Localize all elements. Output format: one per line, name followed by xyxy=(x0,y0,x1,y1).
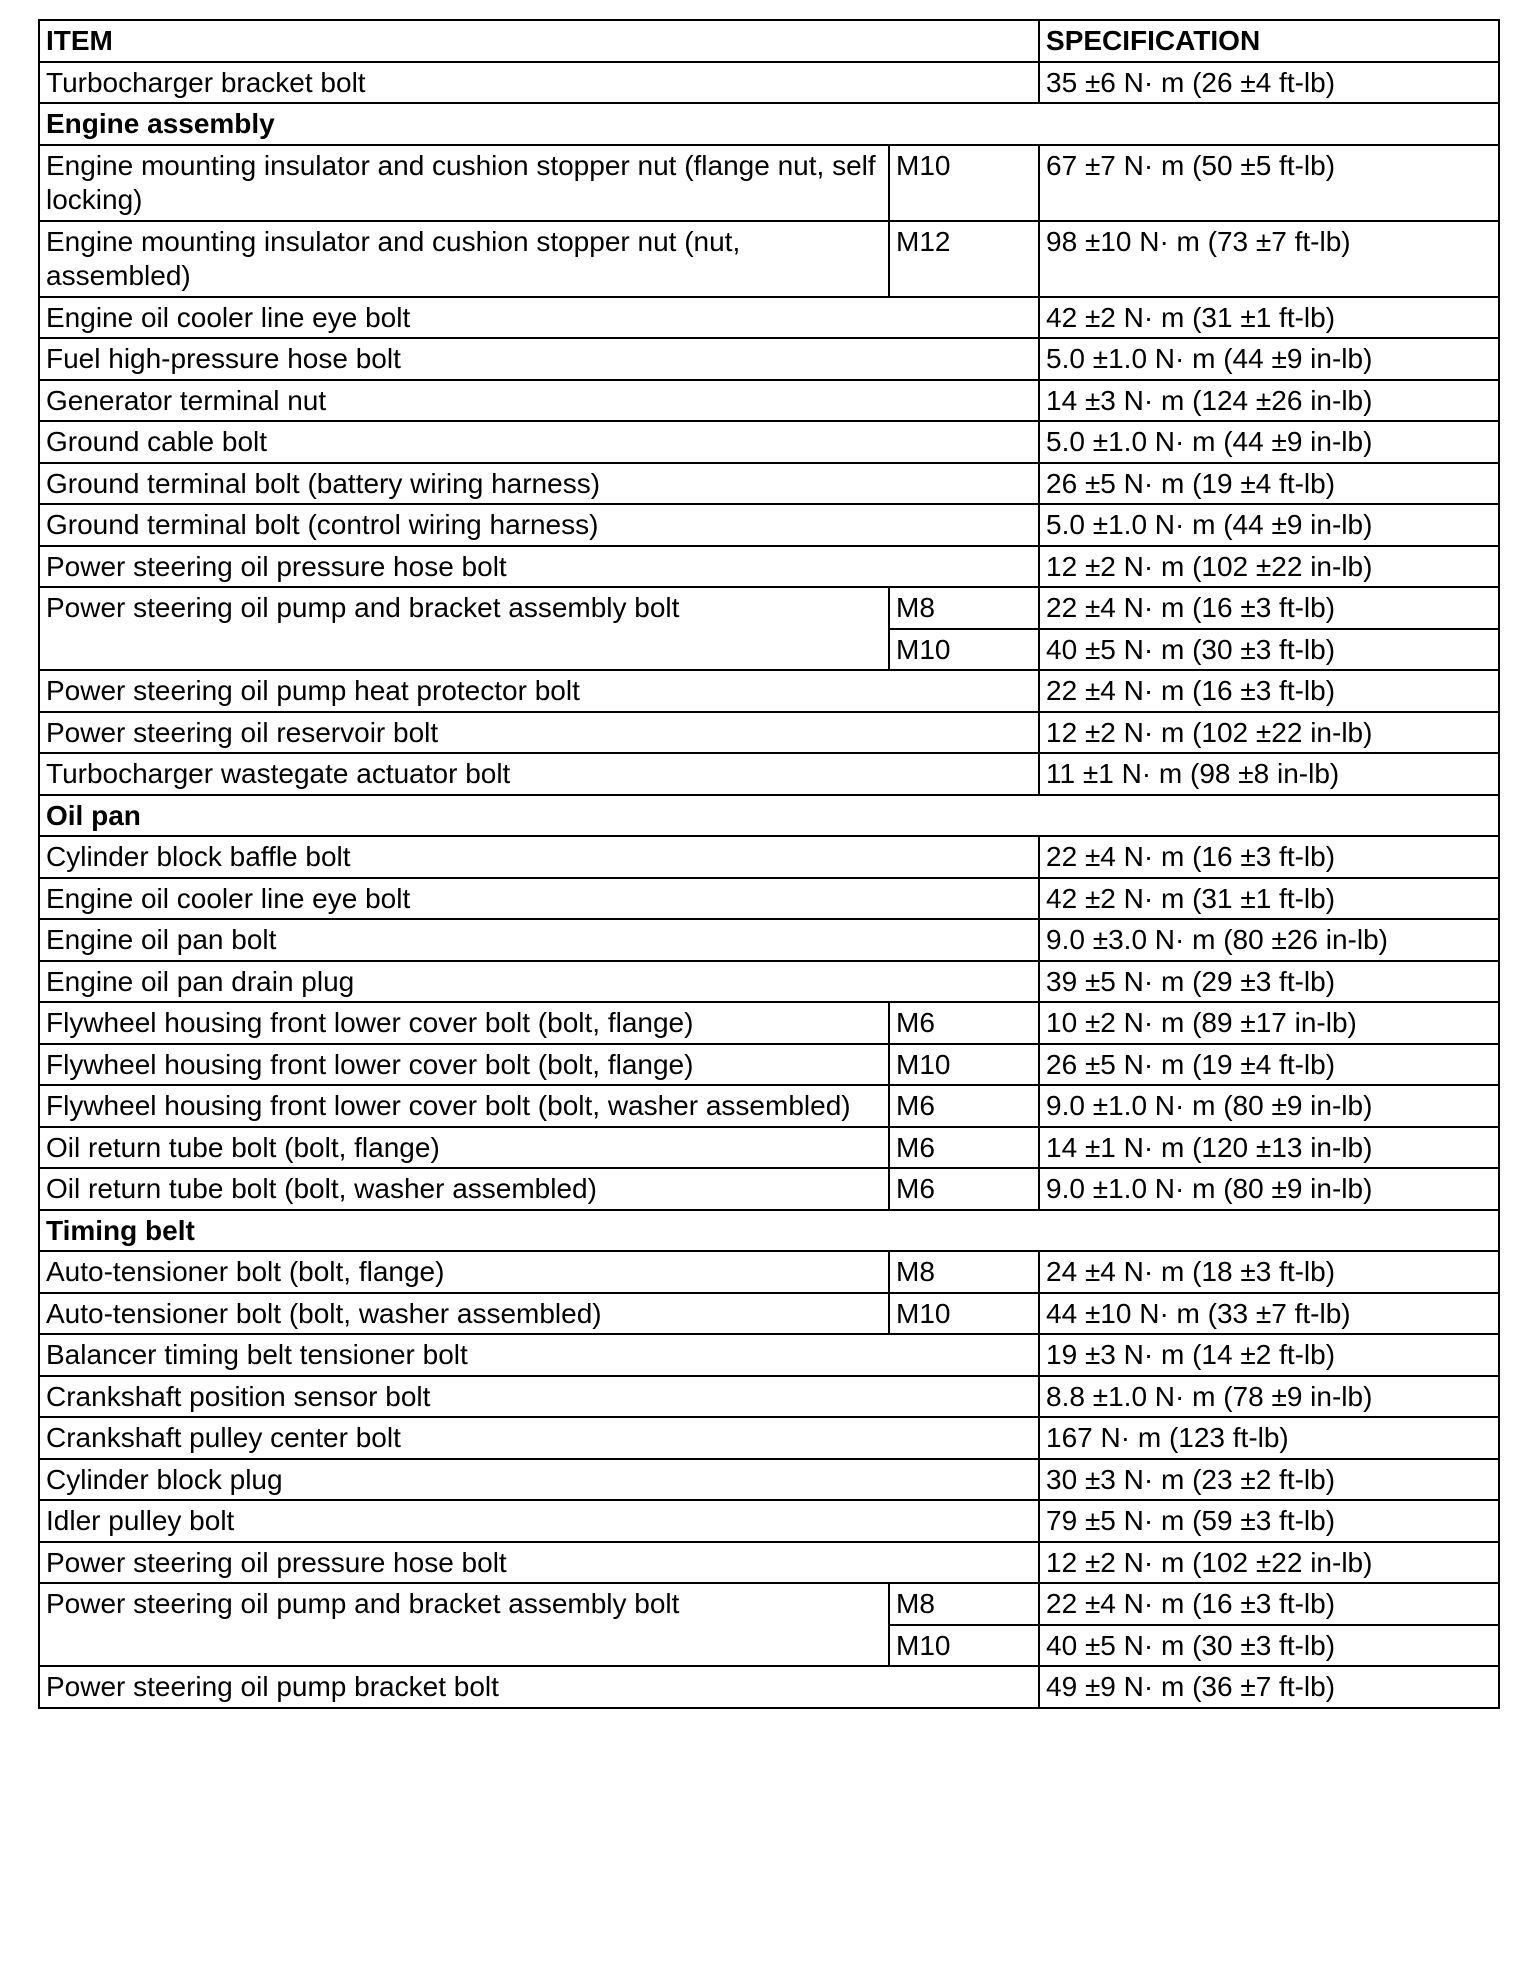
spec-cell: 9.0 ±3.0 N· m (80 ±26 in-lb) xyxy=(1039,919,1499,961)
spec-cell: 19 ±3 N· m (14 ±2 ft-lb) xyxy=(1039,1334,1499,1376)
table-row xyxy=(39,145,1499,221)
table-row xyxy=(39,712,1499,754)
spec-cell: 5.0 ±1.0 N· m (44 ±9 in-lb) xyxy=(1039,504,1499,546)
table-row xyxy=(39,1459,1499,1501)
section-title: Oil pan xyxy=(39,795,1499,837)
spec-cell: 5.0 ±1.0 N· m (44 ±9 in-lb) xyxy=(1039,421,1499,463)
size-cell: M10 xyxy=(889,145,1039,221)
item-cell: Crankshaft position sensor bolt xyxy=(39,1376,1039,1418)
table-row xyxy=(39,1127,1499,1169)
spec-cell: 24 ±4 N· m (18 ±3 ft-lb) xyxy=(1039,1251,1499,1293)
item-cell: Crankshaft pulley center bolt xyxy=(39,1417,1039,1459)
size-cell: M12 xyxy=(889,221,1039,297)
table-row xyxy=(39,1376,1499,1418)
table-row xyxy=(39,1251,1499,1293)
table-row xyxy=(39,1334,1499,1376)
size-cell: M6 xyxy=(889,1085,1039,1127)
table-row xyxy=(39,753,1499,795)
size-cell: M8 xyxy=(889,1583,1039,1625)
spec-cell: 40 ±5 N· m (30 ±3 ft-lb) xyxy=(1039,629,1499,671)
table-row xyxy=(39,1666,1499,1708)
item-cell: Generator terminal nut xyxy=(39,380,1039,422)
item-cell: Engine oil cooler line eye bolt xyxy=(39,878,1039,920)
size-cell: M6 xyxy=(889,1002,1039,1044)
table-row xyxy=(39,836,1499,878)
header-row xyxy=(39,20,1499,62)
spec-cell: 42 ±2 N· m (31 ±1 ft-lb) xyxy=(1039,297,1499,339)
item-cell: Fuel high-pressure hose bolt xyxy=(39,338,1039,380)
spec-cell: 14 ±1 N· m (120 ±13 in-lb) xyxy=(1039,1127,1499,1169)
spec-cell: 10 ±2 N· m (89 ±17 in-lb) xyxy=(1039,1002,1499,1044)
section-title: Timing belt xyxy=(39,1210,1499,1252)
spec-cell: 8.8 ±1.0 N· m (78 ±9 in-lb) xyxy=(1039,1376,1499,1418)
spec-cell: 22 ±4 N· m (16 ±3 ft-lb) xyxy=(1039,670,1499,712)
table-body xyxy=(39,20,1499,1708)
size-cell: M6 xyxy=(889,1168,1039,1210)
size-cell: M10 xyxy=(889,1293,1039,1335)
item-cell: Turbocharger wastegate actuator bolt xyxy=(39,753,1039,795)
section-row xyxy=(39,795,1499,837)
table-row xyxy=(39,670,1499,712)
spec-cell: 30 ±3 N· m (23 ±2 ft-lb) xyxy=(1039,1459,1499,1501)
item-cell: Ground terminal bolt (control wiring harness) xyxy=(39,504,1039,546)
section-row xyxy=(39,1210,1499,1252)
section-row xyxy=(39,103,1499,145)
header-item: ITEM xyxy=(39,20,1039,62)
spec-cell: 22 ±4 N· m (16 ±3 ft-lb) xyxy=(1039,587,1499,629)
size-cell: M8 xyxy=(889,587,1039,629)
item-cell: Power steering oil pump bracket bolt xyxy=(39,1666,1039,1708)
spec-cell: 22 ±4 N· m (16 ±3 ft-lb) xyxy=(1039,1583,1499,1625)
item-cell: Engine oil pan bolt xyxy=(39,919,1039,961)
table-row xyxy=(39,380,1499,422)
table-row xyxy=(39,1002,1499,1044)
spec-cell: 12 ±2 N· m (102 ±22 in-lb) xyxy=(1039,712,1499,754)
size-cell: M10 xyxy=(889,629,1039,671)
table-row xyxy=(39,1085,1499,1127)
spec-cell: 79 ±5 N· m (59 ±3 ft-lb) xyxy=(1039,1500,1499,1542)
spec-cell: 39 ±5 N· m (29 ±3 ft-lb) xyxy=(1039,961,1499,1003)
item-cell: Auto-tensioner bolt (bolt, flange) xyxy=(39,1251,889,1293)
table-row xyxy=(39,1168,1499,1210)
size-cell: M6 xyxy=(889,1127,1039,1169)
item-cell: Ground terminal bolt (battery wiring harness) xyxy=(39,463,1039,505)
table-row xyxy=(39,504,1499,546)
table-row xyxy=(39,878,1499,920)
item-cell: Power steering oil pressure hose bolt xyxy=(39,1542,1039,1584)
item-cell: Power steering oil pump and bracket assembly bolt xyxy=(39,587,889,670)
header-specification: SPECIFICATION xyxy=(1039,20,1499,62)
item-cell: Engine mounting insulator and cushion stopper nut (flange nut, self locking) xyxy=(39,145,889,221)
spec-cell: 35 ±6 N· m (26 ±4 ft-lb) xyxy=(1039,62,1499,104)
table-row xyxy=(39,1293,1499,1335)
spec-cell: 9.0 ±1.0 N· m (80 ±9 in-lb) xyxy=(1039,1085,1499,1127)
table-row xyxy=(39,1583,1499,1625)
spec-cell: 98 ±10 N· m (73 ±7 ft-lb) xyxy=(1039,221,1499,297)
spec-cell: 5.0 ±1.0 N· m (44 ±9 in-lb) xyxy=(1039,338,1499,380)
section-title: Engine assembly xyxy=(39,103,1499,145)
item-cell: Engine oil cooler line eye bolt xyxy=(39,297,1039,339)
item-cell: Engine oil pan drain plug xyxy=(39,961,1039,1003)
item-cell: Oil return tube bolt (bolt, flange) xyxy=(39,1127,889,1169)
table-row xyxy=(39,1542,1499,1584)
spec-cell: 44 ±10 N· m (33 ±7 ft-lb) xyxy=(1039,1293,1499,1335)
item-cell: Flywheel housing front lower cover bolt (bolt, flange) xyxy=(39,1002,889,1044)
table-row xyxy=(39,463,1499,505)
spec-cell: 12 ±2 N· m (102 ±22 in-lb) xyxy=(1039,1542,1499,1584)
spec-cell: 26 ±5 N· m (19 ±4 ft-lb) xyxy=(1039,1044,1499,1086)
spec-cell: 49 ±9 N· m (36 ±7 ft-lb) xyxy=(1039,1666,1499,1708)
item-cell: Power steering oil pressure hose bolt xyxy=(39,546,1039,588)
spec-cell: 11 ±1 N· m (98 ±8 in-lb) xyxy=(1039,753,1499,795)
item-cell: Cylinder block baffle bolt xyxy=(39,836,1039,878)
item-cell: Auto-tensioner bolt (bolt, washer assembled) xyxy=(39,1293,889,1335)
spec-cell: 167 N· m (123 ft-lb) xyxy=(1039,1417,1499,1459)
table-row xyxy=(39,1417,1499,1459)
table-row xyxy=(39,421,1499,463)
item-cell: Power steering oil reservoir bolt xyxy=(39,712,1039,754)
table-row xyxy=(39,1044,1499,1086)
spec-cell: 40 ±5 N· m (30 ±3 ft-lb) xyxy=(1039,1625,1499,1667)
table-row xyxy=(39,297,1499,339)
item-cell: Engine mounting insulator and cushion stopper nut (nut, assembled) xyxy=(39,221,889,297)
spec-cell: 42 ±2 N· m (31 ±1 ft-lb) xyxy=(1039,878,1499,920)
table-row xyxy=(39,62,1499,104)
item-cell: Ground cable bolt xyxy=(39,421,1039,463)
table-row xyxy=(39,961,1499,1003)
item-cell: Oil return tube bolt (bolt, washer assembled) xyxy=(39,1168,889,1210)
spec-cell: 22 ±4 N· m (16 ±3 ft-lb) xyxy=(1039,836,1499,878)
size-cell: M8 xyxy=(889,1251,1039,1293)
spec-cell: 67 ±7 N· m (50 ±5 ft-lb) xyxy=(1039,145,1499,221)
size-cell: M10 xyxy=(889,1625,1039,1667)
item-cell: Power steering oil pump and bracket assembly bolt xyxy=(39,1583,889,1666)
item-cell: Flywheel housing front lower cover bolt (bolt, flange) xyxy=(39,1044,889,1086)
item-cell: Power steering oil pump heat protector bolt xyxy=(39,670,1039,712)
item-cell: Cylinder block plug xyxy=(39,1459,1039,1501)
table-row xyxy=(39,1500,1499,1542)
item-cell: Balancer timing belt tensioner bolt xyxy=(39,1334,1039,1376)
spec-cell: 26 ±5 N· m (19 ±4 ft-lb) xyxy=(1039,463,1499,505)
item-cell: Idler pulley bolt xyxy=(39,1500,1039,1542)
table-row xyxy=(39,919,1499,961)
table-row xyxy=(39,338,1499,380)
item-cell: Flywheel housing front lower cover bolt (bolt, washer assembled) xyxy=(39,1085,889,1127)
spec-cell: 14 ±3 N· m (124 ±26 in-lb) xyxy=(1039,380,1499,422)
item-cell: Turbocharger bracket bolt xyxy=(39,62,1039,104)
torque-specification-table xyxy=(38,19,1500,1709)
spec-cell: 9.0 ±1.0 N· m (80 ±9 in-lb) xyxy=(1039,1168,1499,1210)
table-row xyxy=(39,546,1499,588)
table-row xyxy=(39,221,1499,297)
table-row xyxy=(39,587,1499,629)
spec-cell: 12 ±2 N· m (102 ±22 in-lb) xyxy=(1039,546,1499,588)
size-cell: M10 xyxy=(889,1044,1039,1086)
